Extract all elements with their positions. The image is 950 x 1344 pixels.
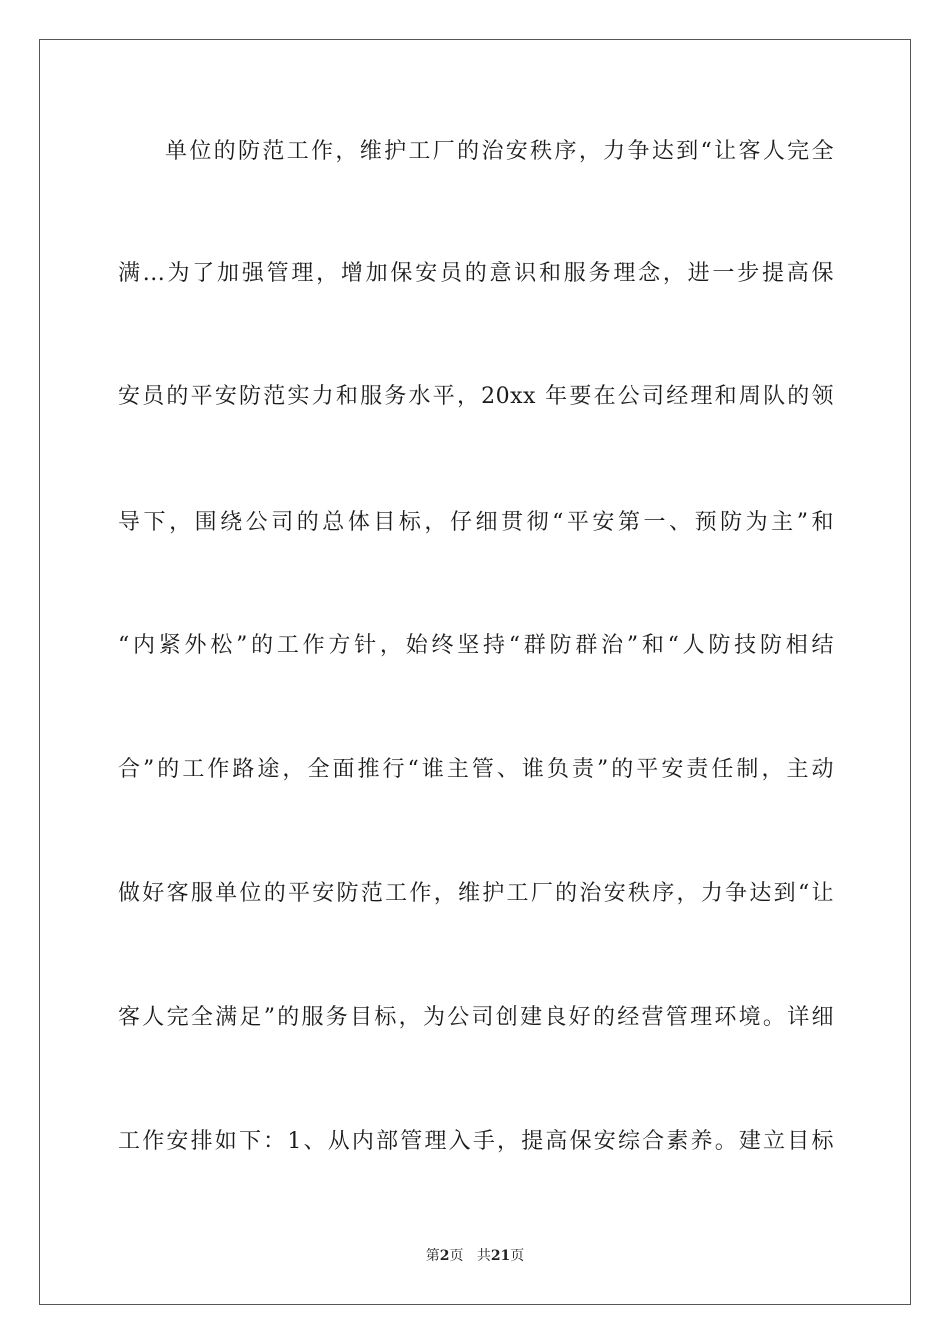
- paragraph-line: 客人完全满足”的服务目标，为公司创建良好的经营管理环境。详细: [118, 1005, 834, 1030]
- paragraph-line: 做好客服单位的平安防范工作，维护工厂的治安秩序，力争达到“让: [118, 881, 834, 906]
- paragraph-line: 单位的防范工作，维护工厂的治安秩序，力争达到“让客人完全: [165, 139, 834, 164]
- total-pages: 21: [490, 1248, 511, 1264]
- paragraph-line: 合”的工作路途，全面推行“谁主管、谁负责”的平安责任制，主动: [118, 757, 834, 782]
- page-prefix: 第: [425, 1248, 440, 1264]
- paragraph-line: 满...为了加强管理，增加保安员的意识和服务理念，进一步提高保: [118, 261, 834, 286]
- total-suffix: 页: [510, 1248, 525, 1264]
- paragraph-line: “内紧外松”的工作方针，始终坚持“群防群治”和“人防技防相结: [118, 633, 834, 658]
- page-border: [39, 39, 911, 1305]
- page-number: 2: [439, 1248, 450, 1264]
- paragraph-line: 工作安排如下：1、从内部管理入手，提高保安综合素养。建立目标: [118, 1129, 834, 1154]
- total-prefix: 共: [476, 1248, 491, 1264]
- page-suffix: 页: [449, 1248, 464, 1264]
- page-footer: [0, 1247, 950, 1265]
- paragraph-line: 安员的平安防范实力和服务水平，20xx 年要在公司经理和周队的领: [118, 384, 834, 409]
- paragraph-line: 导下，围绕公司的总体目标，仔细贯彻“平安第一、预防为主”和: [118, 510, 834, 535]
